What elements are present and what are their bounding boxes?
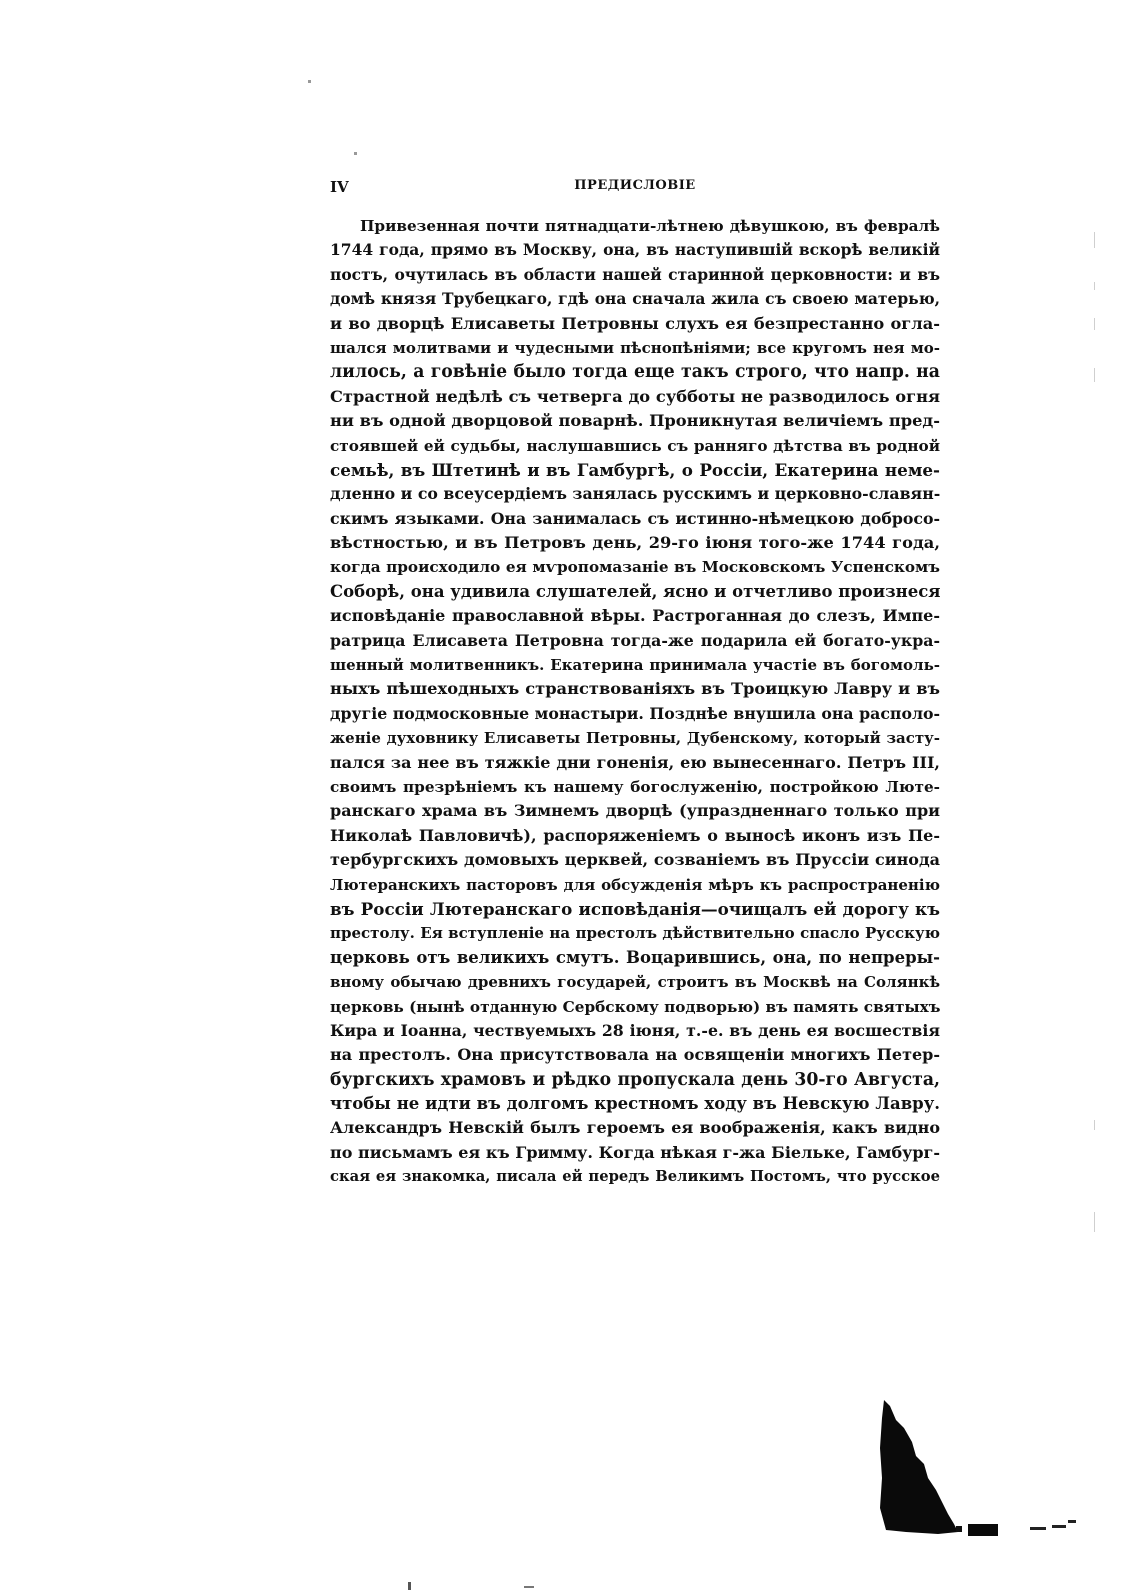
text-line: въ Россіи Лютеранскаго исповѣданія—очищалъ ей дорогу къ [330,898,940,919]
scan-speck [308,80,311,83]
scan-ink-blot [876,1398,966,1543]
text-line: по письмамъ ея къ Гримму. Когда нѣкая г-жа Біельке, Гамбург- [330,1142,940,1162]
text-line: на престолъ. Она присутствовала на освященіи многихъ Петер- [330,1045,940,1065]
scan-dash-marks [956,1512,1086,1542]
margin-tick [1094,1212,1095,1232]
page-header [330,178,940,198]
text-line: Лютеранскихъ пасторовъ для обсужденія мѣръ къ распространенію [330,875,940,894]
text-line: вному обычаю древнихъ государей, строитъ въ Москвѣ на Солянкѣ [330,973,940,992]
text-line: исповѣданіе православной вѣры. Растроганная до слезъ, Импе- [330,606,940,626]
text-line: семьѣ, въ Штетинѣ и въ Гамбургѣ, о Россіи, Екатерина неме- [330,459,940,480]
text-line: ранскаго храма въ Зимнемъ дворцѣ (упраздненнаго только при [330,801,940,821]
scan-speck [354,152,357,155]
text-line: ни въ одной дворцовой поварнѣ. Проникнутая величіемъ пред- [330,411,940,431]
text-line: Страстной недѣлѣ съ четверга до субботы не разводилось огня [330,386,940,406]
margin-tick [1094,318,1095,330]
text-line: пался за нее въ тяжкіе дни гоненія, ею вынесеннаго. Петръ III, [330,752,940,772]
text-line: Привезенная почти пятнадцати-лѣтнею дѣвушкою, въ февралѣ [360,217,940,235]
running-title: ПРЕДИСЛОВІЕ [574,178,696,193]
text-line: ныхъ пѣшеходныхъ странствованіяхъ въ Троицкую Лавру и въ [330,679,940,699]
text-line: женіе духовнику Елисаветы Петровны, Дубенскому, который засту- [330,729,940,748]
text-line: своимъ презрѣніемъ къ нашему богослуженію, постройкою Люте- [330,777,940,796]
text-line: постъ, очутилась въ области нашей старинной церковности: и въ [330,264,940,284]
text-line: Соборѣ, она удивила слушателей, ясно и отчетливо произнеся [330,581,941,601]
text-line: и во дворцѣ Елисаветы Петровны слухъ ея безпрестанно огла- [330,313,940,333]
text-line: церковь отъ великихъ смутъ. Воцарившись, она, по непреры- [330,947,940,967]
text-line: Николаѣ Павловичѣ), распоряженіемъ о выносѣ иконъ изъ Пе- [330,825,940,845]
text-line: Александръ Невскій былъ героемъ ея воображенія, какъ видно [330,1118,940,1138]
text-line: ратрица Елисавета Петровна тогда-же подарила ей богато-укра- [330,630,940,650]
text-line: шенный молитвенникъ. Екатерина принимала участіе въ богомоль- [330,656,940,675]
text-line: чтобы не идти въ долгомъ крестномъ ходу въ Невскую Лавру. [330,1094,940,1114]
text-line: престолу. Ея вступленіе на престолъ дѣйствительно спасло Русскую [330,924,940,943]
scan-speck [408,1582,411,1590]
text-line: скимъ языками. Она занималась съ истинно-нѣмецкою добросо- [330,508,940,528]
text-line: лилось, а говѣніе было тогда еще такъ строго, что напр. на [330,362,940,383]
text-line: когда происходило ея мѵропомазаніе въ Московскомъ Успенскомъ [330,558,940,577]
text-line: тербургскихъ домовыхъ церквей, созваніемъ въ Пруссіи синода [330,850,940,870]
text-line: 1744 года, прямо въ Москву, она, въ наступившій вскорѣ великій [330,240,940,260]
scan-speck [524,1586,534,1588]
text-line: стоявшей ей судьбы, наслушавшись съ ранняго дѣтства въ родной [330,436,940,455]
text-line: шался молитвами и чудесными пѣснопѣніями; все кругомъ нея мо- [330,338,940,357]
text-line: другіе подмосковные монастыри. Позднѣе внушила она располо- [330,703,941,723]
text-line: домѣ князя Трубецкаго, гдѣ она сначала жила съ своею матерью, [330,289,940,309]
margin-tick [1094,232,1095,248]
text-line: церковь (нынѣ отданную Сербскому подворью) въ память святыхъ [330,997,941,1016]
text-line: ская ея знакомка, писала ей передъ Великимъ Постомъ, что русское [330,1168,940,1186]
margin-tick [1094,282,1095,290]
text-line: вѣстностью, и въ Петровъ день, 29-го іюня того-же 1744 года, [330,533,940,553]
text-line: Кира и Іоанна, чествуемыхъ 28 іюня, т.-е. въ день ея восшествія [330,1020,940,1040]
page-number: IV [330,178,349,196]
margin-tick [1094,368,1095,382]
body-paragraph [330,214,940,1190]
text-line: бургскихъ храмовъ и рѣдко пропускала день 30-го Августа, [330,1069,940,1090]
text-line: дленно и со всеусердіемъ занялась русскимъ и церковно-славян- [330,484,941,504]
margin-tick [1094,1120,1095,1130]
